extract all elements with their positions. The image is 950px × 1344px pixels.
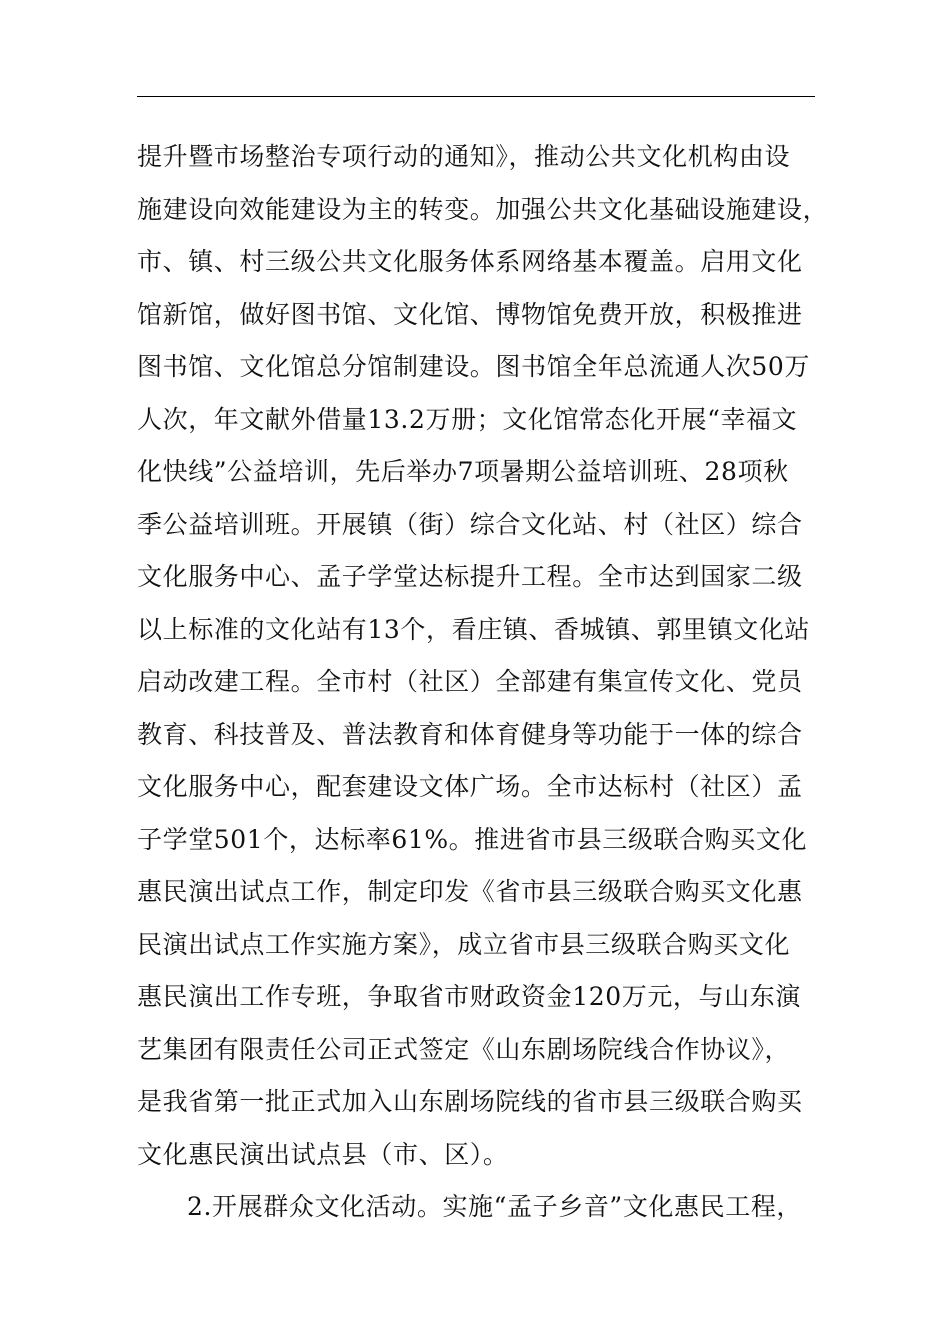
text-line: 文化惠民演出试点县（市、区）。: [137, 1139, 509, 1169]
text-line: 子学堂501个，达标率61%。推进省市县三级联合购买文化: [137, 824, 808, 854]
text-line: 提升暨市场整治专项行动的通知》，推动公共文化机构由设: [137, 142, 791, 171]
body-text: [137, 131, 827, 1234]
text-line: 启动改建工程。全市村（社区）全部建有集宣传文化、党员: [137, 667, 803, 696]
text-line: 民演出试点工作实施方案》，成立省市县三级联合购买文化: [137, 929, 791, 959]
text-line: 惠民演出试点工作，制定印发《省市县三级联合购买文化惠: [137, 877, 803, 906]
text-line: 馆新馆，做好图书馆、文化馆、博物馆免费开放，积极推进: [137, 299, 803, 329]
text-line: 图书馆、文化馆总分馆制建设。图书馆全年总流通人次50万: [137, 352, 811, 381]
text-line: 文化服务中心、孟子学堂达标提升工程。全市达到国家二级: [137, 562, 803, 591]
text-line: 教育、科技普及、普法教育和体育健身等功能于一体的综合: [137, 719, 803, 749]
header-rule: [137, 96, 815, 97]
text-line: 艺集团有限责任公司正式签定《山东剧场院线合作协议》，: [137, 1034, 791, 1064]
text-line: 惠民演出工作专班，争取省市财政资金120万元，与山东演: [137, 982, 801, 1011]
text-line: 施建设向效能建设为主的转变。加强公共文化基础设施建设，: [137, 194, 829, 224]
text-line: 季公益培训班。开展镇（街）综合文化站、村（社区）综合: [137, 509, 803, 539]
paragraph-start-line: 2.开展群众文化活动。实施“孟子乡音”文化惠民工程，: [187, 1192, 803, 1221]
text-line: 化快线”公益培训，先后举办7项暑期公益培训班、28项秋: [137, 457, 789, 486]
text-line: 市、镇、村三级公共文化服务体系网络基本覆盖。启用文化: [137, 247, 803, 276]
text-line: 以上标准的文化站有13个，看庄镇、香城镇、郭里镇文化站: [137, 614, 811, 644]
text-line: 是我省第一批正式加入山东剧场院线的省市县三级联合购买: [137, 1087, 803, 1116]
text-line: 文化服务中心，配套建设文体广场。全市达标村（社区）孟: [137, 772, 803, 801]
text-line: 人次，年文献外借量13.2万册；文化馆常态化开展“幸福文: [137, 404, 798, 434]
